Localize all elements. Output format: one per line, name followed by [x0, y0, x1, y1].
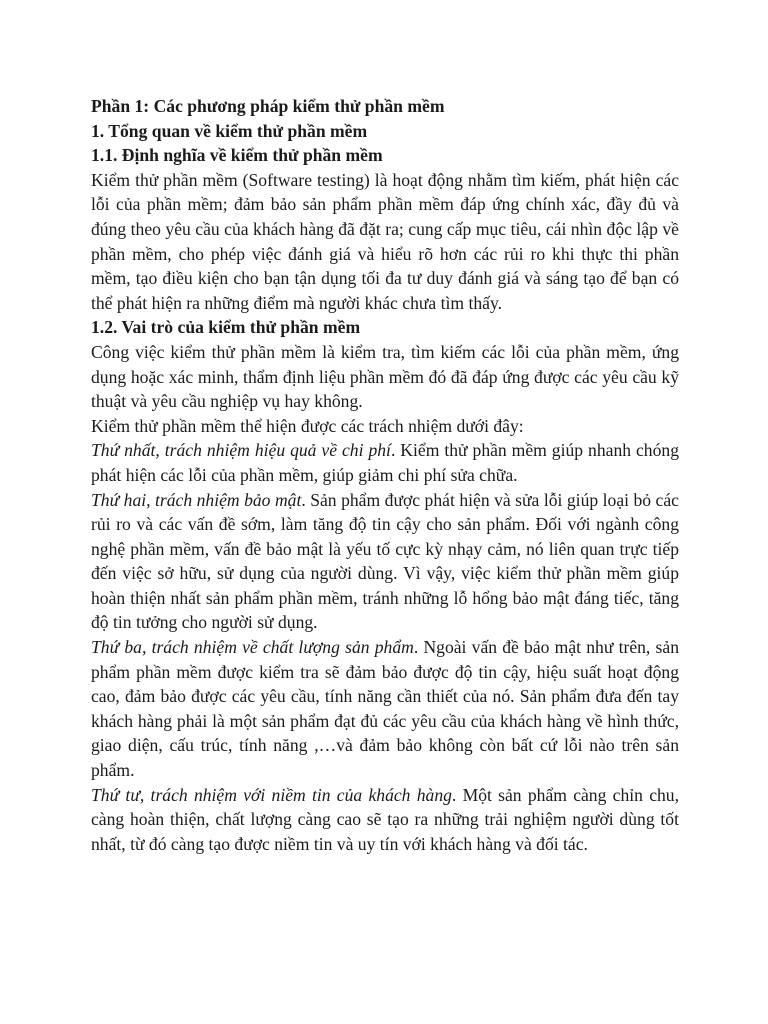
part-title: Phần 1: Các phương pháp kiểm thử phần mềm — [91, 96, 445, 116]
responsibility-lead-in: Thứ tư, trách nhiệm với niềm tin của khách hàng — [91, 784, 452, 805]
responsibility-text: . Sản phẩm được phát hiện và sửa lỗi giúp loại bỏ các rủi ro và các vấn đề sớm, làm tăng độ tin cậy cho sản phẩm. Đối với ngành công nghệ phần mềm, vấn đề bảo mật là yếu tố cực kỳ nhạy cảm, nó liên quan trực tiếp đến việc sở hữu, sử dụng của người dùng. Vì vậy, việc kiểm thử phần mềm giúp hoàn thiện nhất sản phẩm phần mềm, tránh những lỗ hổng bảo mật đáng tiếc, tăng độ tin tưởng cho người sử dụng. — [91, 489, 679, 633]
responsibility-lead-in: Thứ hai, trách nhiệm bảo mật — [91, 489, 302, 510]
section-1-title: 1. Tổng quan về kiểm thử phần mềm — [91, 120, 368, 141]
responsibility-paragraph-trust — [91, 783, 679, 857]
responsibility-paragraph-security — [91, 488, 679, 636]
section-1-1-paragraph: Kiểm thử phần mềm (Software testing) là hoạt động nhằm tìm kiếm, phát hiện các lỗi của phần mềm; đảm bảo sản phẩm phần mềm đáp ứng chính xác, đầy đủ và đúng theo yêu cầu của khách hàng đã đặt ra; cung cấp mục tiêu, cái nhìn độc lập về phần mềm, cho phép việc đánh giá và hiểu rõ hơn các rủi ro khi thực thi phần mềm, tạo điều kiện cho bạn tận dụng tối đa tư duy đánh giá và sáng tạo để bạn có thể phát hiện ra những điểm mà người khác chưa tìm thấy. — [91, 169, 679, 313]
responsibility-text: . Ngoài vấn đề bảo mật như trên, sản phẩm phần mềm được kiểm tra sẽ đảm bảo được độ tin cậy, hiệu suất hoạt động cao, đảm bảo được các yêu cầu, tính năng cần thiết của nó. Sản phẩm đưa đến tay khách hàng phải là một sản phẩm đạt đủ các yêu cầu của khách hàng về hình thức, giao diện, cấu trúc, tính năng ,…và đảm bảo không còn bất cứ lỗi nào trên sản phẩm. — [91, 637, 679, 781]
responsibility-text: . Một sản phẩm càng chỉn chu, càng hoàn thiện, chất lượng càng cao sẽ tạo ra những trải nghiệm người dùng tốt nhất, từ đó càng tạo được niềm tin và uy tín với khách hàng và đối tác. — [91, 784, 679, 854]
responsibility-paragraph-quality — [91, 635, 679, 783]
responsibility-paragraph-cost — [91, 438, 679, 487]
document-page — [91, 94, 679, 856]
responsibility-lead-in: Thứ ba, trách nhiệm về chất lượng sản phẩm — [91, 637, 414, 658]
section-1-2-title: 1.2. Vai trò của kiểm thử phần mềm — [91, 317, 361, 338]
responsibilities-intro: Kiểm thử phần mềm thể hiện được các trách nhiệm dưới đây: — [91, 415, 524, 436]
responsibility-lead-in: Thứ nhất, trách nhiệm hiệu quả về chi phí — [91, 440, 391, 461]
responsibility-text: . Kiểm thử phần mềm giúp nhanh chóng phát hiện các lỗi của phần mềm, giúp giảm chi phí sửa chữa. — [91, 440, 679, 485]
section-1-1-title: 1.1. Định nghĩa về kiểm thử phần mềm — [91, 145, 383, 166]
section-1-2-paragraph: Công việc kiểm thử phần mềm là kiểm tra, tìm kiếm các lỗi của phần mềm, ứng dụng hoặc xác minh, thẩm định liệu phần mềm đó đã đáp ứng được các yêu cầu kỹ thuật và yêu cầu nghiệp vụ hay không. — [91, 341, 679, 412]
